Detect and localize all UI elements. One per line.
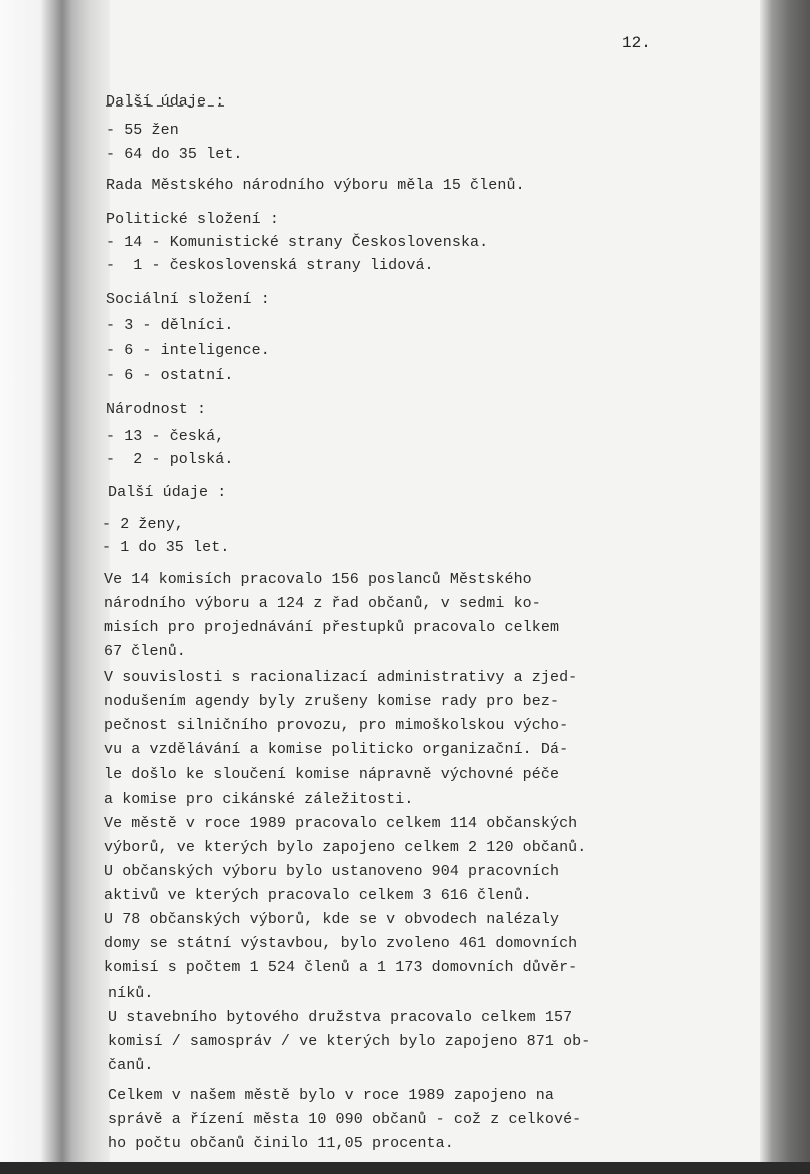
text-line: - 14 - Komunistické strany Československa. [106,234,489,251]
text-line: nodušením agendy byly zrušeny komise rady pro bez- [104,693,560,710]
scan-left-margin-shadow [0,0,110,1174]
text-line: misích pro projednávání přestupků pracovalo celkem [104,619,560,636]
text-line: komisí / samospráv / ve kterých bylo zapojeno 871 ob- [108,1033,591,1050]
text-line: - 2 - polská. [106,451,234,468]
text-line: U 78 občanských výborů, kde se v obvodech nalézaly [104,911,560,928]
text-line: - 64 do 35 let. [106,146,243,163]
section-heading: Další údaje : [106,93,225,110]
text-line: Další údaje : [108,484,227,501]
text-line: níků. [108,985,154,1002]
text-line: Celkem v našem městě bylo v roce 1989 zapojeno na [108,1087,554,1104]
text-line: ho počtu občanů činilo 11,05 procenta. [108,1135,454,1152]
scan-bottom-edge [0,1162,810,1174]
page-number: 12. [622,34,651,52]
text-line: Politické složení : [106,211,279,228]
text-line: domy se státní výstavbou, bylo zvoleno 461 domovních [104,935,578,952]
text-line: - 1 do 35 let. [102,539,230,556]
text-line: Sociální složení : [106,291,270,308]
text-line: komisí s počtem 1 524 členů a 1 173 domovních důvěr- [104,959,578,976]
text-line: V souvislosti s racionalizací administrativy a zjed- [104,669,578,686]
text-line: vu a vzdělávání a komise politicko organizační. Dá- [104,741,569,758]
text-line: - 6 - ostatní. [106,367,234,384]
text-line: čanů. [108,1057,154,1074]
text-line: - 2 ženy, [102,516,184,533]
text-line: - 6 - inteligence. [106,342,270,359]
text-line: U občanských výboru bylo ustanoveno 904 pracovních [104,863,560,880]
text-line: Národnost : [106,401,207,418]
text-line: Ve 14 komisích pracovalo 156 poslanců Městského [104,571,532,588]
text-line: - 3 - dělníci. [106,317,234,334]
text-line: aktivů ve kterých pracovalo celkem 3 616 členů. [104,887,532,904]
text-line: a komise pro cikánské záležitosti. [104,791,414,808]
text-line: U stavebního bytového družstva pracovalo celkem 157 [108,1009,573,1026]
text-line: pečnost silničního provozu, pro mimoškolskou výcho- [104,717,569,734]
text-line: le došlo ke sloučení komise nápravně výchovné péče [104,766,560,783]
text-line: - 55 žen [106,122,179,139]
text-line: Rada Městského národního výboru měla 15 členů. [106,177,525,194]
text-line: - 1 - československá strany lidová. [106,257,434,274]
text-line: Ve městě v roce 1989 pracovalo celkem 114 občanských [104,815,578,832]
text-line: - 13 - česká, [106,428,225,445]
text-line: správě a řízení města 10 090 občanů - což z celkové- [108,1111,582,1128]
text-line: národního výboru a 124 z řad občanů, v sedmi ko- [104,595,541,612]
text-line: výborů, ve kterých bylo zapojeno celkem 2 120 občanů. [104,839,587,856]
text-line: 67 členů. [104,643,186,660]
scan-right-edge-shadow [760,0,810,1174]
